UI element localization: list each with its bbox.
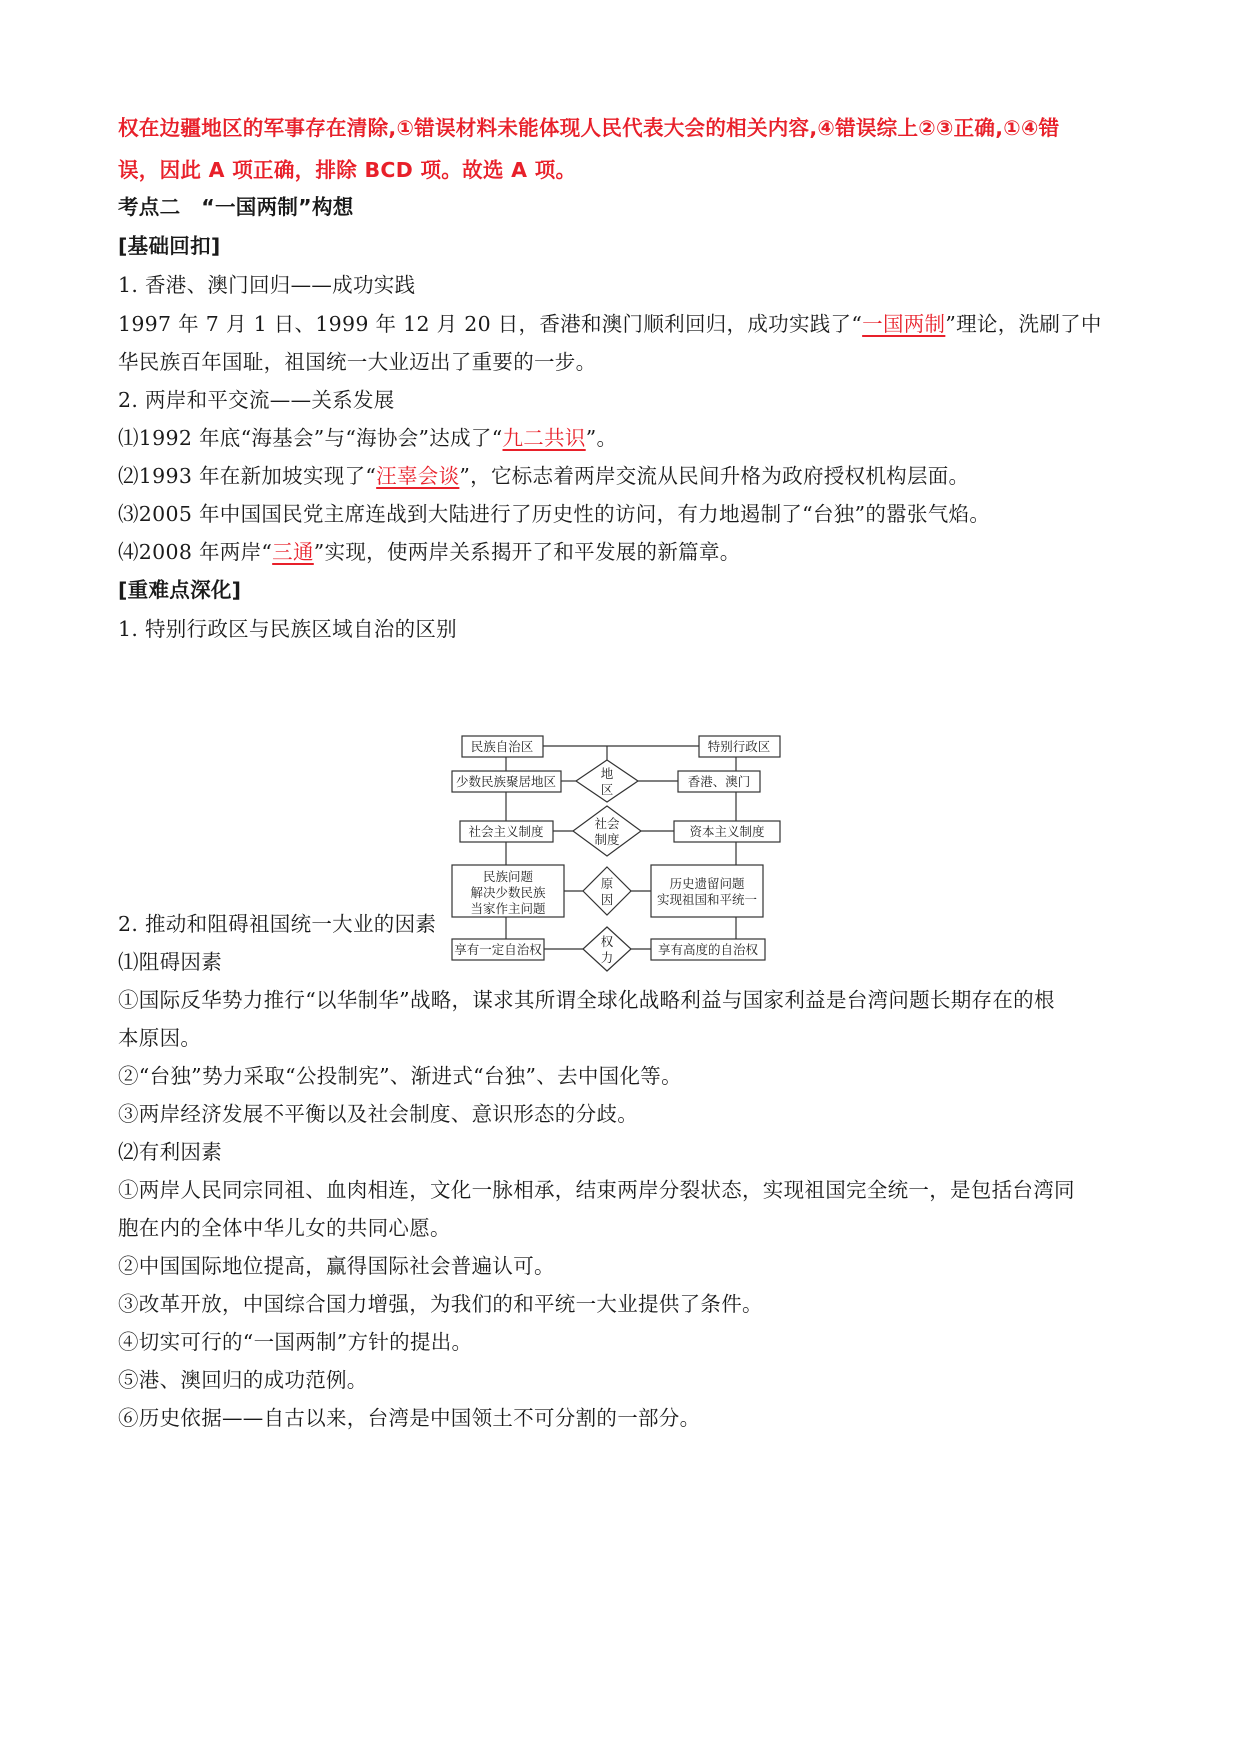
item1-text-pre: 1997 年 7 月 1 日、1999 年 12 月 20 日，香港和澳门顺利回归，成功实践了“ [118,312,863,336]
item2-sub4 [118,538,741,566]
diamond-system [573,806,641,856]
answer-explanation-line-2: 误，因此 A 项正确，排除 BCD 项。故选 A 项。 [118,158,577,182]
favor-1-line1: ①两岸人民同宗同祖、血肉相连，文化一脉相承，结束两岸分裂状态，实现祖国完全统一，是包括台湾同 [118,1178,1075,1202]
right-system-text: 资本主义制度 [689,824,765,839]
comparison-diagram [446,729,796,999]
item2-sub1 [118,424,617,452]
diamond-reason-text-1: 原 [600,876,614,891]
left-title-text: 民族自治区 [470,739,534,754]
item1-text-line2: 华民族百年国耻，祖国统一大业迈出了重要的一步。 [118,350,597,374]
favor-1-line2: 胞在内的全体中华儿女的共同心愿。 [118,1216,451,1240]
left-reason-text-3: 当家作主问题 [470,901,546,916]
diamond-system-text-2: 制度 [594,832,620,847]
sub4-answer: 三通 [272,540,314,564]
item1-text [118,310,1102,338]
item2-sub3: ⑶2005 年中国国民党主席连战到大陆进行了历史性的访问，有力地遏制了“台独”的嚣张气焰。 [118,502,991,526]
factors-title: 2. 推动和阻碍祖国统一大业的因素 [118,912,437,936]
hinder-1-line1: ①国际反华势力推行“以华制华”战略，谋求其所谓全球化战略利益与国家利益是台湾问题长期存在的根 [118,988,1055,1012]
deep1-title: 1. 特别行政区与民族区域自治的区别 [118,617,457,641]
sub1-pre: ⑴1992 年底“海基会”与“海协会”达成了“ [118,426,503,450]
right-reason-text-1: 历史遗留问题 [669,876,745,891]
sub2-post: ”，它标志着两岸交流从民间升格为政府授权机构层面。 [459,464,970,488]
item1-text-post: ”理论，洗刷了中 [945,312,1102,336]
favor-2: ②中国国际地位提高，赢得国际社会普遍认可。 [118,1254,555,1278]
answer-explanation-line-1: 权在边疆地区的军事存在清除,①错误材料未能体现人民代表大会的相关内容,④错误综上②③正确,①④错 [118,116,1060,140]
left-reason-text-2: 解决少数民族 [470,885,546,900]
section-heading: 考点二 “一国两制”构想 [118,195,354,219]
favor-6: ⑥历史依据——自古以来，台湾是中国领土不可分割的一部分。 [118,1406,701,1430]
diamond-region-text-2: 区 [600,782,614,797]
hinder-1-line2: 本原因。 [118,1026,202,1050]
item2-sub2 [118,462,969,490]
diamond-power-text-1: 权 [600,934,614,949]
right-region-text: 香港、澳门 [687,774,751,789]
right-title-text: 特别行政区 [707,739,771,754]
hinder-2: ②“台独”势力采取“公投制宪”、渐进式“台独”、去中国化等。 [118,1064,682,1088]
sub4-pre: ⑷2008 年两岸“ [118,540,273,564]
item1-title: 1. 香港、澳门回归——成功实践 [118,273,416,297]
basic-review-label: [基础回扣] [118,234,221,258]
diamond-region-text-1: 地 [600,766,614,781]
sub2-answer: 汪辜会谈 [376,464,460,488]
left-power-text: 享有一定自治权 [454,942,542,957]
box-right-reason [651,865,763,917]
sub1-answer: 九二共识 [502,426,586,450]
sub1-post: ”。 [585,426,618,450]
left-system-text: 社会主义制度 [468,824,544,839]
diamond-reason-text-2: 因 [600,892,614,907]
sub4-post: ”实现，使两岸关系揭开了和平发展的新篇章。 [313,540,741,564]
left-region-text: 少数民族聚居地区 [455,774,557,789]
right-reason-text-2: 实现祖国和平统一 [656,892,758,907]
left-reason-text-1: 民族问题 [482,869,534,884]
favor-5: ⑤港、澳回归的成功范例。 [118,1368,368,1392]
diamond-power-text-2: 力 [600,950,614,965]
favor-3: ③改革开放，中国综合国力增强，为我们的和平统一大业提供了条件。 [118,1292,763,1316]
right-power-text: 享有高度的自治权 [657,942,759,957]
item1-answer: 一国两制 [862,312,946,336]
hinder-3: ③两岸经济发展不平衡以及社会制度、意识形态的分歧。 [118,1102,638,1126]
sub2-pre: ⑵1993 年在新加坡实现了“ [118,464,377,488]
item2-title: 2. 两岸和平交流——关系发展 [118,388,395,412]
diamond-reason [583,867,631,915]
favor-label: ⑵有利因素 [118,1140,222,1164]
diamond-system-text-1: 社会 [594,816,620,831]
hinder-label: ⑴阻碍因素 [118,950,222,974]
favor-4: ④切实可行的“一国两制”方针的提出。 [118,1330,473,1354]
deepening-label: [重难点深化] [118,578,242,602]
